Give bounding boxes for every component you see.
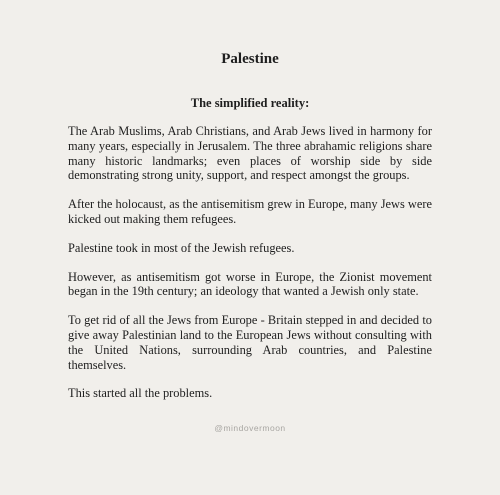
paragraph-harmony: The Arab Muslims, Arab Christians, and Arab Jews lived in harmony for many years, especially in Jerusalem. The three abrahamic religions share many historic landmarks; even places of worship side by side demonstrating strong unity, support, and respect amongst the groups.: [68, 124, 432, 183]
author-handle: @mindovermoon: [214, 423, 286, 433]
paragraph-zionist-movement: However, as antisemitism got worse in Europe, the Zionist movement began in the 19th century; an ideology that wanted a Jewish only state.: [68, 269, 432, 299]
section-subtitle: The simplified reality:: [190, 96, 310, 110]
page-title: Palestine: [221, 51, 279, 67]
paragraph-conclusion: This started all the problems.: [68, 386, 213, 401]
paragraph-refugees: Palestine took in most of the Jewish refugees.: [68, 240, 295, 255]
paragraph-britain: To get rid of all the Jews from Europe - Britain stepped in and decided to give away Palestinian land to the European Jews without consulting with the United Nations, surrounding Arab countries, and Palestine themselves.: [68, 313, 432, 372]
paragraph-holocaust: After the holocaust, as the antisemitism grew in Europe, many Jews were kicked out making them refugees.: [68, 197, 432, 226]
